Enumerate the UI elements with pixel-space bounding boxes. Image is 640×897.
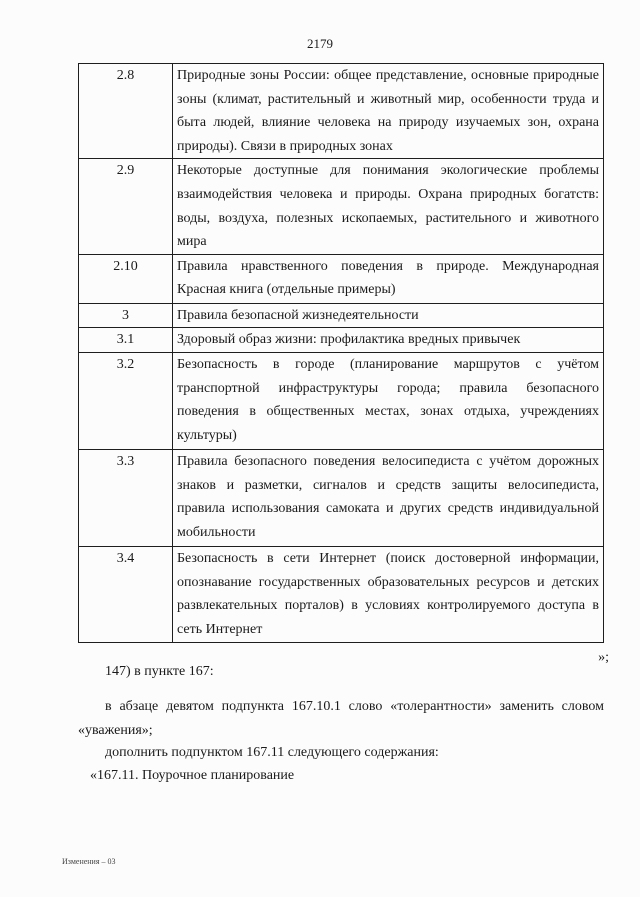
paragraph-new-subitem: «167.11. Поурочное планирование (90, 768, 295, 783)
row-number: 3 (79, 303, 173, 328)
row-text: Здоровый образ жизни: профилактика вредных привычек (173, 328, 604, 353)
row-text: Правила безопасной жизнедеятельности (173, 303, 604, 328)
topics-table (78, 63, 604, 643)
table-row (79, 449, 604, 546)
row-text: Природные зоны России: общее представление, основные природные зоны (климат, растительный и животный мир, особенности труда и быта людей, влияние человека на природу изучаемых зон, охрана природы). Связи в природных зонах (173, 64, 604, 159)
table-row (79, 328, 604, 353)
table-row (79, 303, 604, 328)
table-row (79, 159, 604, 254)
row-text: Безопасность в городе (планирование маршрутов с учётом транспортной инфраструктуры города; правила безопасного поведения в общественных местах, зонах отдыха, учреждениях культуры) (173, 352, 604, 449)
closing-quote: »; (598, 650, 609, 665)
row-number: 2.10 (79, 254, 173, 303)
page-number: 2179 (307, 36, 333, 51)
table-row (79, 64, 604, 159)
table-row (79, 254, 604, 303)
row-number: 3.4 (79, 546, 173, 642)
row-number: 2.9 (79, 159, 173, 254)
row-number: 3.2 (79, 352, 173, 449)
row-text: Некоторые доступные для понимания экологические проблемы взаимодействия человека и природы. Охрана природных богатств: воды, воздуха, полезных ископаемых, растительного и животного мира (173, 159, 604, 254)
row-text: Правила нравственного поведения в природе. Международная Красная книга (отдельные примеры) (173, 254, 604, 303)
paragraph-item-147: 147) в пункте 167: (105, 664, 214, 679)
footer-note: Изменения – 03 (62, 857, 116, 866)
table-row (79, 546, 604, 642)
table-row (79, 352, 604, 449)
row-number: 3.1 (79, 328, 173, 353)
paragraph-add-subitem: дополнить подпунктом 167.11 следующего содержания: (105, 745, 439, 760)
row-text: Безопасность в сети Интернет (поиск достоверной информации, опознавание государственных образовательных ресурсов и детских развлекательных порталов) в условиях контролируемого доступа в сеть Интернет (173, 546, 604, 642)
row-text: Правила безопасного поведения велосипедиста с учётом дорожных знаков и разметки, сигналов и средств защиты велосипедиста, правила использования самоката и других средств индивидуальной мобильности (173, 449, 604, 546)
paragraph-replace-word: в абзаце девятом подпункта 167.10.1 слово «толерантности» заменить словом «уважения»; (78, 699, 604, 738)
row-number: 2.8 (79, 64, 173, 159)
row-number: 3.3 (79, 449, 173, 546)
